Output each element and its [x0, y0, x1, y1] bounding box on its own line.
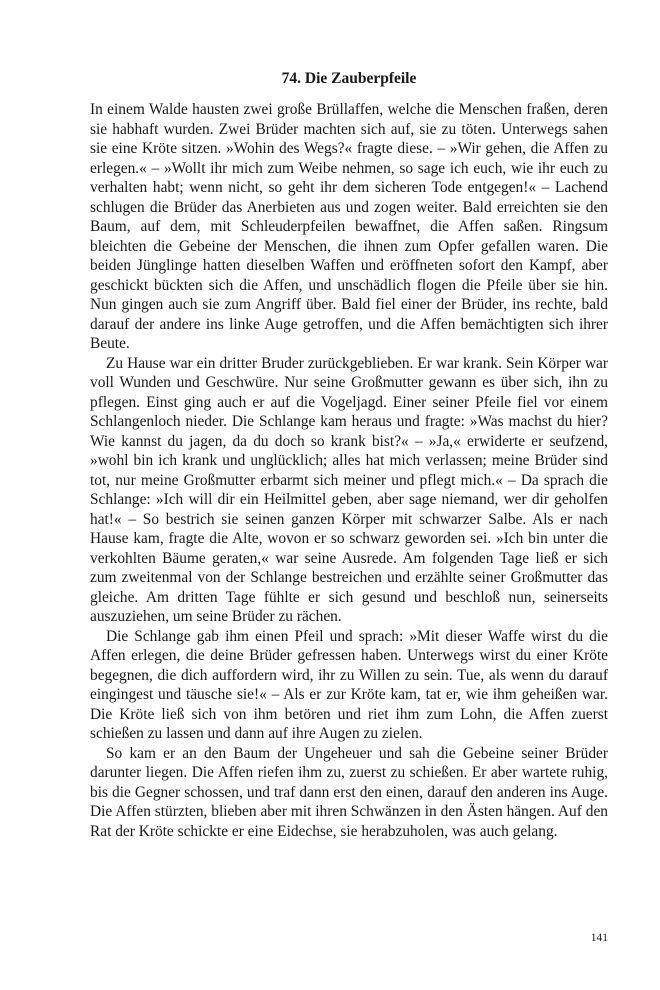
body-text — [90, 100, 608, 841]
page-title: 74. Die Zauberpfeile — [281, 70, 417, 87]
paragraph-1: In einem Walde hausten zwei große Brüllaffen, welche die Menschen fraßen, deren sie habhaft wurden. Zwei Brüder machten sich auf, sie zu töten. Unterwegs sahen sie eine Kröte sitzen. »Wohin des Wegs?« fragte diese. – »Wir gehen, die Affen zu erlegen.« – »Wollt ihr mich zum Weibe nehmen, so sage ich euch, wie ihr euch zu verhalten habt; wenn nicht, so geht ihr dem sicheren Tode entgegen!« – Lachend schlugen die Brüder das Anerbieten aus und zogen weiter. Bald erreichten sie den Baum, auf dem, mit Schleuderpfeilen bewaffnet, die Affen saßen. Ringsum bleichten die Gebeine der Menschen, die ihnen zum Opfer gefallen waren. Die beiden Jünglinge hatten dieselben Waffen und eröffneten sofort den Kampf, aber geschickt bückten sich die Affen, und unschädlich flogen die Pfeile über sie hin. Nun gingen auch sie zum Angriff über. Bald fiel einer der Brüder, ins rechte, bald darauf der andere ins linke Auge getroffen, und die Affen bemächtigten sich ihrer Beute. — [90, 101, 608, 352]
page-number: 141 — [590, 932, 608, 944]
paragraph-4: So kam er an den Baum der Ungeheuer und sah die Gebeine seiner Brüder darunter liegen. Die Affen riefen ihm zu, zuerst zu schießen. Er aber wartete ruhig, bis die Gegner schossen, und traf dann erst den einen, darauf den anderen ins Auge. Die Affen stürzten, blieben aber mit ihren Schwänzen in den Ästen hängen. Auf den Rat der Kröte schickte er eine Eidechse, sie herabzuholen, was auch gelang. — [90, 744, 608, 840]
paragraph-3: Die Schlange gab ihm einen Pfeil und sprach: »Mit dieser Waffe wirst du die Affen erlegen, die deine Brüder gefressen haben. Unterwegs wirst du einer Kröte begegnen, die dich auffordern wird, ihr zu Willen zu sein. Tue, als wenn du darauf eingingest und täusche sie!« – Als er zur Kröte kam, tat er, wie ihm geheißen war. Die Kröte ließ sich von ihm betören und riet ihm zum Lohn, die Affen zuerst schießen zu lassen und dann auf ihre Augen zu zielen. — [90, 627, 608, 742]
paragraph-2: Zu Hause war ein dritter Bruder zurückgeblieben. Er war krank. Sein Körper war voll Wunden und Geschwüre. Nur seine Großmutter gewann es über sich, ihn zu pflegen. Einst ging auch er auf die Vogeljagd. Einer seiner Pfeile fiel vor einem Schlangenloch nieder. Die Schlange kam heraus und fragte: »Was machst du hier? Wie kannst du jagen, da du doch so krank bist?« – »Ja,« erwiderte er seufzend, »wohl bin ich krank und unglücklich; alles hat mich verlassen; meine Brüder sind tot, nur meine Großmutter erbarmt sich meiner und pflegt mich.« – Da sprach die Schlange: »Ich will dir ein Heilmittel geben, aber sage niemand, wer dir geholfen hat!« – So bestrich sie seinen ganzen Körper mit schwarzer Salbe. Als er nach Hause kam, fragte die Alte, wovon er so schwarz geworden sei. »Ich bin unter die verkohlten Bäume geraten,« war seine Ausrede. Am folgenden Tage ließ er sich zum zweitenmal von der Schlange bestreichen und erzählte seiner Großmutter das gleiche. Am dritten Tage fühlte er sich gesund und beschloß nun, seinerseits auszuziehen, um seine Brüder zu rächen. — [90, 354, 608, 625]
